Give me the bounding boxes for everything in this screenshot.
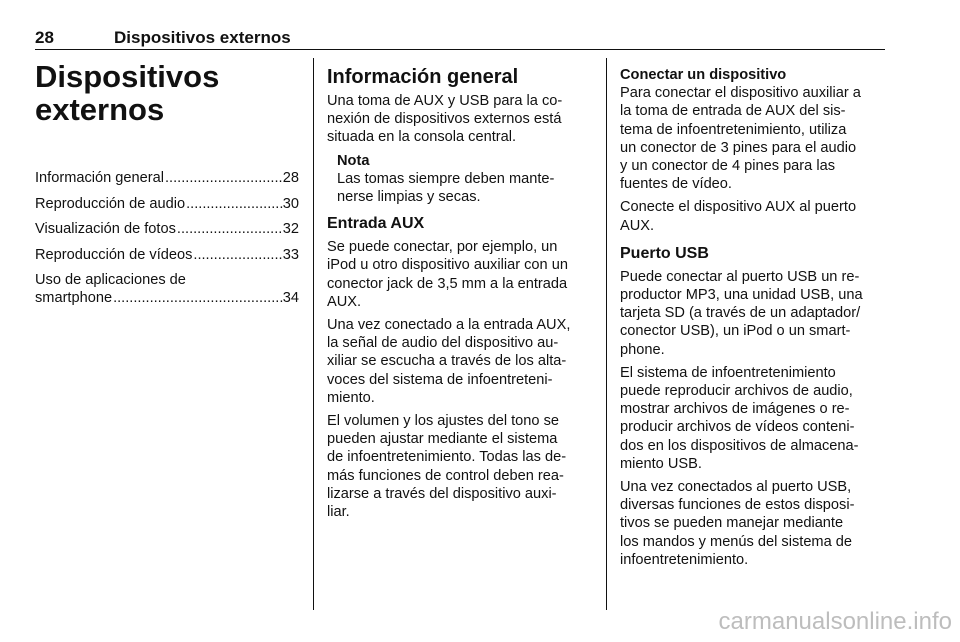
subheading-connect-device: Conectar un dispositivo xyxy=(620,67,787,83)
toc-item-label-line1: Uso de aplicaciones de xyxy=(35,272,186,288)
toc-item-label: Visualización de fotos xyxy=(35,221,176,237)
aux-paragraph-3: El volumen y los ajustes del tono se pueden ajustar mediante el sistema de infoentretenimiento. Todas las de- más funciones de control deben rea- lizarse a través del dispositivo auxi- liar. xyxy=(327,413,567,521)
toc-item-page: 33 xyxy=(282,246,299,263)
toc-leader-dots xyxy=(176,220,283,238)
column-1 xyxy=(35,60,299,307)
toc-leader-dots xyxy=(112,289,283,307)
page-number: 28 xyxy=(35,28,54,47)
toc-item-page: 32 xyxy=(282,221,299,237)
toc-item-multiline[interactable] xyxy=(35,271,299,307)
chapter-title-line2: externos xyxy=(35,92,165,127)
note-title: Nota xyxy=(337,152,370,169)
toc-item[interactable] xyxy=(35,220,299,238)
toc-leader-dots xyxy=(192,246,282,264)
chapter-title-line1: Dispositivos xyxy=(35,59,220,94)
aux-paragraph-2: Una vez conectado a la entrada AUX, la señal de audio del dispositivo au- xiliar se escucha a través de los alta- voces del sistema de infoentreteni- miento. xyxy=(327,317,571,406)
note-box xyxy=(337,152,593,207)
toc-item-page: 28 xyxy=(282,170,299,186)
column-3 xyxy=(620,60,888,574)
toc-item-label: Información general xyxy=(35,170,164,186)
note-text: Las tomas siempre deben mante- nerse limpias y secas. xyxy=(337,170,555,206)
column-divider-1 xyxy=(313,58,314,610)
toc-item-label-line2: smartphone xyxy=(35,290,113,307)
intro-paragraph: Una toma de AUX y USB para la co- nexión de dispositivos externos está situada en la consola central. xyxy=(327,93,563,146)
usb-paragraph-2: El sistema de infoentretenimiento puede reproducir archivos de audio, mostrar archivos de imágenes o re- producir archivos de vídeos conteni- dos en los dispositivos de almacena- miento USB. xyxy=(620,364,859,472)
toc-item[interactable] xyxy=(35,246,299,264)
header-rule xyxy=(35,49,885,50)
column-2 xyxy=(327,60,593,526)
toc-item[interactable] xyxy=(35,169,299,187)
table-of-contents xyxy=(35,169,299,307)
chapter-title xyxy=(35,60,299,126)
running-section-title: Dispositivos externos xyxy=(114,28,291,47)
toc-item-page: 34 xyxy=(282,290,299,307)
toc-item-page: 30 xyxy=(282,195,299,212)
section-heading-general: Información general xyxy=(327,66,519,88)
usb-paragraph-3: Una vez conectados al puerto USB, diversas funciones de estos disposi- tivos se pueden manejar mediante los mandos y menús del sistema de infoentretenimiento. xyxy=(620,479,855,568)
toc-leader-dots xyxy=(185,195,283,213)
page-header xyxy=(35,28,885,48)
toc-item-label: Reproducción de audio xyxy=(35,195,186,212)
toc-item[interactable] xyxy=(35,195,299,213)
toc-leader-dots xyxy=(164,169,283,187)
usb-paragraph-1: Puede conectar al puerto USB un re- productor MP3, una unidad USB, una tarjeta SD (a través de un adaptador/ conector USB), un iPod o un smart- phone. xyxy=(620,268,863,358)
column-divider-2 xyxy=(606,58,607,610)
connect-paragraph-1: Para conectar el dispositivo auxiliar a la toma de entrada de AUX del sis- tema de infoentretenimiento, utiliza un conector de 3 pines para el audio y un conector de 4 pines para las fuentes de vídeo. xyxy=(620,85,861,193)
aux-paragraph-1: Se puede conectar, por ejemplo, un iPod u otro dispositivo auxiliar con un conector jack de 3,5 mm a la entrada AUX. xyxy=(327,239,568,310)
watermark-text: carmanualsonline.info xyxy=(718,608,952,635)
connect-paragraph-2: Conecte el dispositivo AUX al puerto AUX. xyxy=(620,199,857,234)
toc-item-label: Reproducción de vídeos xyxy=(35,246,193,263)
toc-item-second-line xyxy=(35,289,299,307)
section-heading-aux: Entrada AUX xyxy=(327,215,425,233)
section-heading-usb: Puerto USB xyxy=(620,244,709,262)
